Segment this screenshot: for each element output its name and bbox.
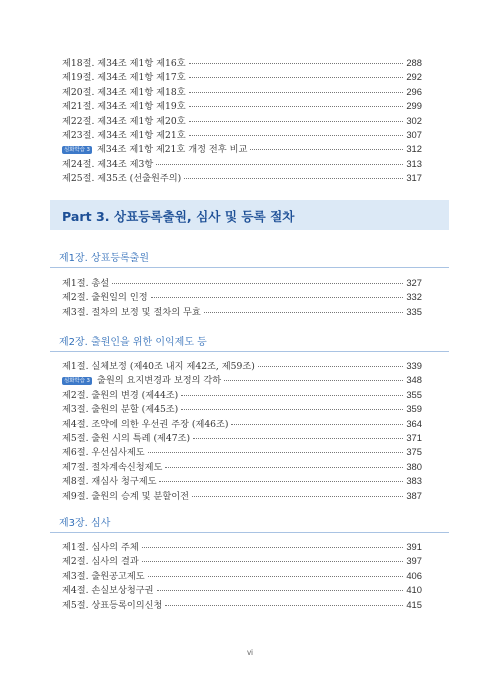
- dot-leader: [184, 178, 403, 179]
- toc-entry[interactable]: [62, 171, 422, 185]
- dot-leader: [112, 283, 403, 284]
- toc-entry-page: 359: [406, 403, 422, 415]
- dot-leader: [189, 121, 404, 122]
- toc-entry-title: 제22절. 제34조 제1항 제20호: [62, 115, 186, 127]
- dot-leader: [181, 409, 403, 410]
- toc-entry-page: 312: [406, 143, 422, 155]
- toc-entry[interactable]: [62, 99, 422, 113]
- dot-leader: [258, 366, 404, 367]
- toc-entry[interactable]: [62, 157, 422, 171]
- toc-entry-page: 339: [406, 360, 422, 371]
- toc-entry-advanced-study[interactable]: [62, 373, 422, 387]
- chapter-heading: [50, 330, 449, 352]
- chapter-title[interactable]: 제3장. 심사: [59, 518, 111, 529]
- dot-leader: [156, 164, 403, 165]
- toc-entry-title: 제25절. 제35조 (선출원주의): [62, 173, 182, 185]
- toc-entry-title-text: 출원의 요지변경과 보정의 각하: [96, 375, 222, 387]
- toc-entry-page: 296: [406, 85, 422, 97]
- dot-leader: [189, 135, 404, 136]
- toc-entry-page: 292: [406, 71, 422, 83]
- dot-leader: [142, 561, 404, 562]
- toc-entry-page: 391: [406, 541, 422, 552]
- toc-entry-page: 299: [406, 100, 422, 112]
- toc-entry-title: 제21절. 제34조 제1항 제19호: [62, 101, 186, 113]
- toc-entry[interactable]: [62, 417, 422, 431]
- toc-entry[interactable]: [62, 431, 422, 445]
- chapter-divider: [50, 267, 449, 268]
- toc-entry[interactable]: [62, 445, 422, 459]
- dot-leader: [231, 424, 403, 425]
- toc-entry-title: 제1절. 실체보정 (제40조 내지 제42조, 제59조): [62, 361, 255, 372]
- toc-entry[interactable]: [62, 388, 422, 402]
- toc-entry-page: 348: [406, 374, 422, 386]
- toc-entry-title: 제1절. 총설: [62, 278, 110, 289]
- toc-entry-page: 415: [406, 598, 422, 610]
- toc-entry-title: 제6절. 우선심사제도: [62, 447, 145, 459]
- dot-leader: [189, 92, 404, 93]
- toc-entry-page: 307: [406, 128, 422, 140]
- dot-leader: [250, 149, 403, 150]
- dot-leader: [204, 312, 404, 313]
- toc-entry-title: 제5절. 상표등록이의신청: [62, 599, 163, 611]
- dot-leader: [142, 547, 404, 548]
- dot-leader: [189, 77, 404, 78]
- toc-entry-page: 410: [406, 584, 422, 596]
- dot-leader: [189, 63, 404, 64]
- dot-leader: [159, 481, 403, 482]
- toc-list-chapter-1: [62, 276, 422, 319]
- toc-entry-title: 제2절. 심사의 결과: [62, 556, 139, 568]
- toc-entry-page: 313: [406, 157, 422, 169]
- toc-entry-page: 288: [406, 57, 422, 68]
- toc-entry-title: 제20절. 제34조 제1항 제18호: [62, 86, 186, 98]
- toc-entry-title: 제3절. 절차의 보정 및 절차의 무효: [62, 306, 201, 318]
- toc-entry-title: 제9절. 출원의 승계 및 분할이전: [62, 490, 189, 502]
- dot-leader: [157, 590, 404, 591]
- toc-entry-title: 제24절. 제34조 제3항: [62, 158, 154, 170]
- advanced-study-badge: 심화학습 3: [64, 378, 90, 385]
- toc-entry-title: 제3절. 출원공고제도: [62, 570, 145, 582]
- toc-entry[interactable]: [62, 305, 422, 319]
- toc-entry-title: 제3절. 출원의 분할 (제45조): [62, 404, 179, 416]
- toc-list-continued: [62, 56, 422, 186]
- dot-leader: [148, 452, 404, 453]
- toc-entry-advanced-study[interactable]: [62, 142, 422, 156]
- chapter-title[interactable]: 제1장. 상표등록출원: [59, 253, 149, 264]
- chapter-divider: [50, 532, 449, 533]
- dot-leader: [192, 496, 403, 497]
- toc-entry-title: 제5절. 출원 시의 특례 (제47조): [62, 432, 191, 444]
- toc-entry-page: 387: [406, 489, 422, 501]
- toc-entry-page: 383: [406, 475, 422, 487]
- chapter-heading: [50, 511, 449, 533]
- toc-entry-page: 406: [406, 569, 422, 581]
- toc-entry[interactable]: [62, 540, 422, 554]
- part-banner: [50, 200, 449, 230]
- chapter-divider: [50, 351, 449, 352]
- toc-entry[interactable]: [62, 554, 422, 568]
- toc-entry-title: [62, 374, 221, 388]
- part-title[interactable]: Part 3. 상표등록출원, 심사 및 등록 절차: [62, 209, 295, 224]
- dot-leader: [148, 576, 404, 577]
- toc-entry[interactable]: [62, 114, 422, 128]
- toc-entry-title: 제18절. 제34조 제1항 제16호: [62, 58, 186, 69]
- dot-leader: [181, 395, 403, 396]
- toc-entry-title: 제4절. 조약에 의한 우선권 주장 (제46조): [62, 418, 229, 430]
- toc-entry-title-text: 제34조 제1항 제21호 개정 전후 비교: [96, 144, 248, 156]
- toc-entry-page: 302: [406, 114, 422, 126]
- toc-entry[interactable]: [62, 290, 422, 304]
- toc-entry-title: 제2절. 출원의 변경 (제44조): [62, 389, 179, 401]
- chapter-heading: [50, 246, 449, 268]
- toc-entry-page: 371: [406, 431, 422, 443]
- toc-entry-title: [62, 143, 247, 157]
- toc-entry[interactable]: [62, 569, 422, 583]
- dot-leader: [165, 467, 403, 468]
- advanced-study-badge: 심화학습 3: [64, 147, 90, 154]
- toc-entry[interactable]: [62, 402, 422, 416]
- toc-entry[interactable]: [62, 598, 422, 612]
- toc-entry-title: 제7절. 절차계속신청제도: [62, 461, 163, 473]
- dot-leader: [165, 605, 403, 606]
- page-number: vi: [247, 648, 253, 657]
- dot-leader: [224, 380, 403, 381]
- toc-entry[interactable]: [62, 474, 422, 488]
- toc-entry[interactable]: [62, 460, 422, 474]
- toc-entry-title: 제8절. 재심사 청구제도: [62, 476, 157, 488]
- toc-entry-title: 제4절. 손실보상청구권: [62, 585, 154, 597]
- toc-list-chapter-3: [62, 540, 422, 612]
- toc-list-chapter-2: [62, 359, 422, 503]
- toc-entry-title: 제2절. 출원일의 인정: [62, 292, 148, 304]
- toc-entry[interactable]: [62, 85, 422, 99]
- toc-entry-page: 332: [406, 291, 422, 303]
- toc-entry[interactable]: [62, 489, 422, 503]
- toc-entry-page: 380: [406, 460, 422, 472]
- toc-entry-page: 364: [406, 417, 422, 429]
- toc-entry-page: 327: [406, 277, 422, 288]
- toc-entry-page: 397: [406, 555, 422, 567]
- toc-entry[interactable]: [62, 70, 422, 84]
- toc-entry-page: 375: [406, 446, 422, 458]
- dot-leader: [151, 297, 404, 298]
- toc-entry-title: 제23절. 제34조 제1항 제21호: [62, 129, 186, 141]
- toc-entry[interactable]: [62, 276, 422, 290]
- toc-entry[interactable]: [62, 56, 422, 70]
- dot-leader: [193, 438, 403, 439]
- chapter-title[interactable]: 제2장. 출원인을 위한 이익제도 등: [59, 337, 207, 348]
- dot-leader: [189, 106, 404, 107]
- toc-entry-page: 335: [406, 305, 422, 317]
- toc-entry[interactable]: [62, 583, 422, 597]
- toc-entry[interactable]: [62, 128, 422, 142]
- toc-entry-page: 355: [406, 388, 422, 400]
- toc-entry-title: 제1절. 심사의 주체: [62, 542, 139, 553]
- toc-entry-title: 제19절. 제34조 제1항 제17호: [62, 72, 186, 84]
- toc-entry[interactable]: [62, 359, 422, 373]
- toc-entry-page: 317: [406, 172, 422, 184]
